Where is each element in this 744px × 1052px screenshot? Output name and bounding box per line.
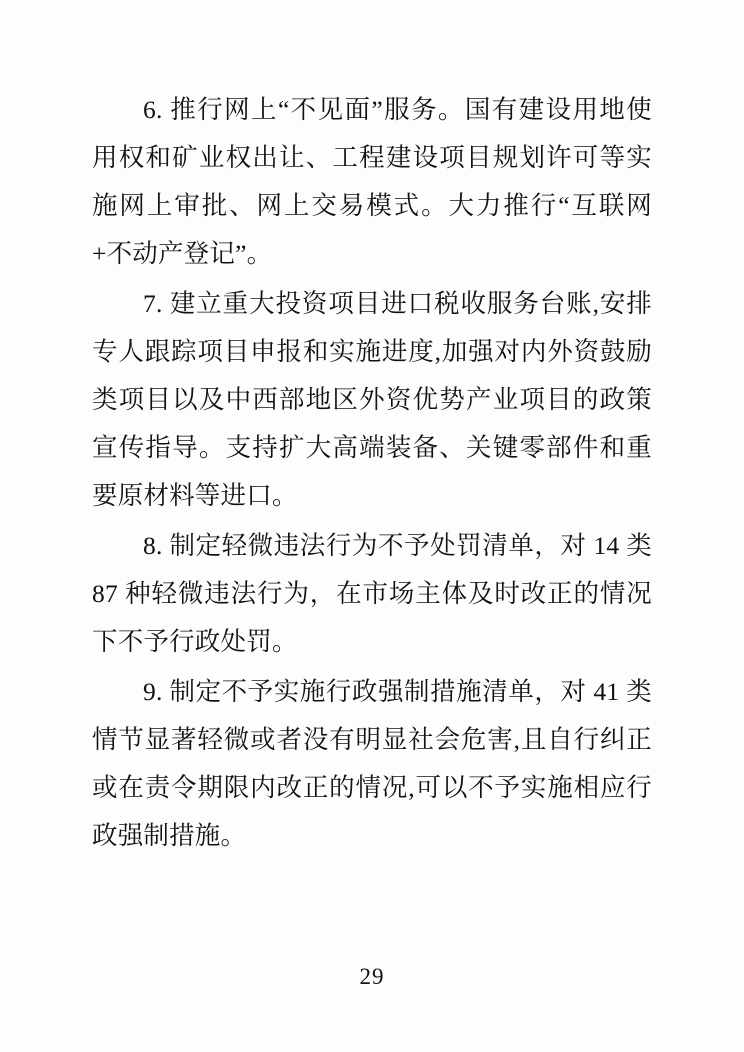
paragraph-8: 8. 制定轻微违法行为不予处罚清单，对 14 类 87 种轻微违法行为，在市场主体及时改正的情况下不予行政处罚。: [92, 531, 652, 656]
page-body: [92, 86, 652, 860]
paragraph-9: 9. 制定不予实施行政强制措施清单，对 41 类情节显著轻微或者没有明显社会危害,且自行纠正或在责令期限内改正的情况,可以不予实施相应行政强制措施。: [92, 677, 652, 850]
page-number: 29: [359, 964, 385, 989]
paragraph-6: 6. 推行网上“不见面”服务。国有建设用地使用权和矿业权出让、工程建设项目规划许可等实施网上审批、网上交易模式。大力推行“互联网+不动产登记”。: [92, 95, 652, 268]
paragraph-7: 7. 建立重大投资项目进口税收服务台账,安排专人跟踪项目申报和实施进度,加强对内外资鼓励类项目以及中西部地区外资优势产业项目的政策宣传指导。支持扩大高端装备、关键零部件和重要原材料等进口。: [92, 289, 652, 510]
